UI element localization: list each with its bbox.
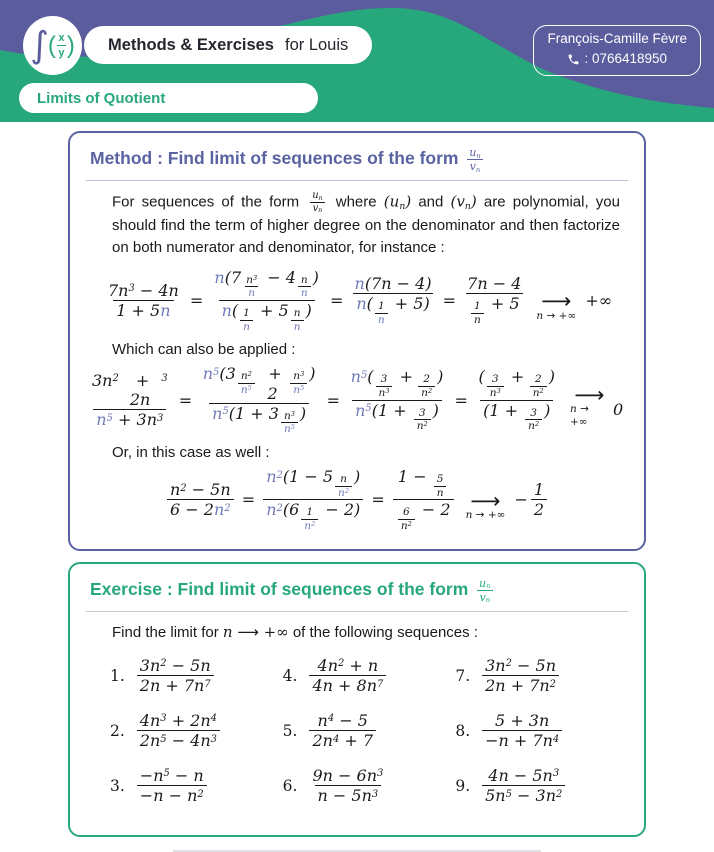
method-formula-2: 3n 2 + 2n 3 n 5 + 3n 3 = n 5 (3 n 2 n 5 + 2 n 3 n 5 ) n 5 (1 + 3 n 3 n 5 ) = n 5 ( 3 n 3 + 2 n 2 ) n 5 (1 + 3 n 2 ) = ( 3 n 3 + 2 n 2 ) (1 + 3 n 2 ) ⟶ n → +∞ 0 [92,364,624,436]
chapter-badge: Limits of Quotient [19,83,318,113]
exercise-list [110,650,628,811]
logo-x: x [58,31,65,44]
content [0,122,714,852]
exercise-number: 5. [282,721,298,740]
method-divider [86,180,628,181]
exercise-number: 7. [455,666,471,685]
method-note-3: Or, in this case as well : [112,444,270,462]
exercise-item [110,705,283,756]
method-note-2: Which can also be applied : [112,341,296,359]
exercise-fraction: 3n 2 − 5n 2n + 7n 7 [137,656,214,695]
exercise-fraction: −n 5 − n −n − n 2 [137,766,207,805]
contact-phone-line [547,49,687,69]
exercise-fraction: n 4 − 5 2n 4 + 7 [309,711,376,750]
exercise-number: 6. [282,776,298,795]
limit-arrow: ⟶ n → +∞ [465,488,506,522]
exercise-number: 1. [110,666,125,685]
exercise-item [283,760,456,811]
app-logo [23,16,82,75]
logo-paren-close: ) [66,31,75,59]
exercise-intro: Find the limit for n ⟶ +∞ of the following sequences : [112,622,478,641]
exercise-fraction: 5 + 3n −n + 7n 4 [482,711,562,750]
contact-phone: : 0766418950 [584,51,668,67]
method-intro: For sequences of the form u n v n where (un) and (vn) are polynomial, you should find the term of higher degree on the denominator and then factorize on both numerator and denominator, for instance : [112,189,625,257]
exercise-item [283,705,456,756]
method-formula-3: n 2 − 5n 6 − 2 n 2 = n 2 (1 − 5 n n 2 ) n 2 (6 1 n 2 − 2) = 1 − $\frac{5}{n}$ 6 n 2 − 2 ⟶ n → +∞ − $\frac{1}{2}$ [86,467,628,533]
method-section [68,131,646,551]
contact-card [533,25,701,76]
exercise-number: 4. [282,666,298,685]
exercise-divider [86,611,628,612]
exercise-fraction: 9n − 6n 3 n − 5n 3 [312,765,384,806]
contact-name: François-Camille Fèvre [547,31,687,46]
exercise-section [68,562,646,837]
exercise-fraction: 3n 2 − 5n 2n + 7n 2 [482,656,559,695]
exercise-fraction: 4n − 5n 3 5n 5 − 3n 2 [482,766,565,805]
exercise-number: 9. [455,776,471,795]
integral-icon: ∫ [30,24,49,66]
logo-paren-open: ( [47,31,56,59]
exercise-item [455,705,628,756]
exercise-fraction: 4n 2 + n 4n + 8n 7 [309,656,386,695]
logo-fraction-bar [57,45,66,47]
logo-fraction [57,32,66,60]
exercise-item [110,760,283,811]
limit-arrow: ⟶ n → +∞ [536,289,577,323]
page-title-main: Methods & Exercises [108,35,274,54]
exercise-heading: Exercise : Find limit of sequences of the form u n v n [90,576,628,604]
exercise-item [110,650,283,701]
exercise-item [283,650,456,701]
page-title-suffix: for Louis [284,35,349,54]
method-heading: Method : Find limit of sequences of the form u n v n [90,145,628,173]
exercise-fraction: 4n 3 + 2n 4 2n 5 − 4n 3 [137,711,220,750]
limit-arrow: ⟶ n → +∞ [569,382,605,429]
header [0,0,714,122]
exercise-item [455,650,628,701]
logo-y: y [58,47,65,60]
method-formula-1: 7n 3 − 4n 1 + 5 n = n (7 n 3 n − 4 $\frac{n}{n}$ ) n ( $\frac{1}{n}$ + 5 $\frac{n}{n}$ ) = n (7n − 4) n ( $\frac{1}{n}$ + 5) = 7n − 4 $\frac{1}{n}$ + 5 ⟶ n → +∞ +∞ [107,267,613,333]
phone-icon [567,53,580,66]
exercise-number: 8. [455,721,471,740]
exercise-number: 2. [110,721,125,740]
exercise-item [455,760,628,811]
exercise-number: 3. [110,776,125,795]
page-title [84,26,372,64]
